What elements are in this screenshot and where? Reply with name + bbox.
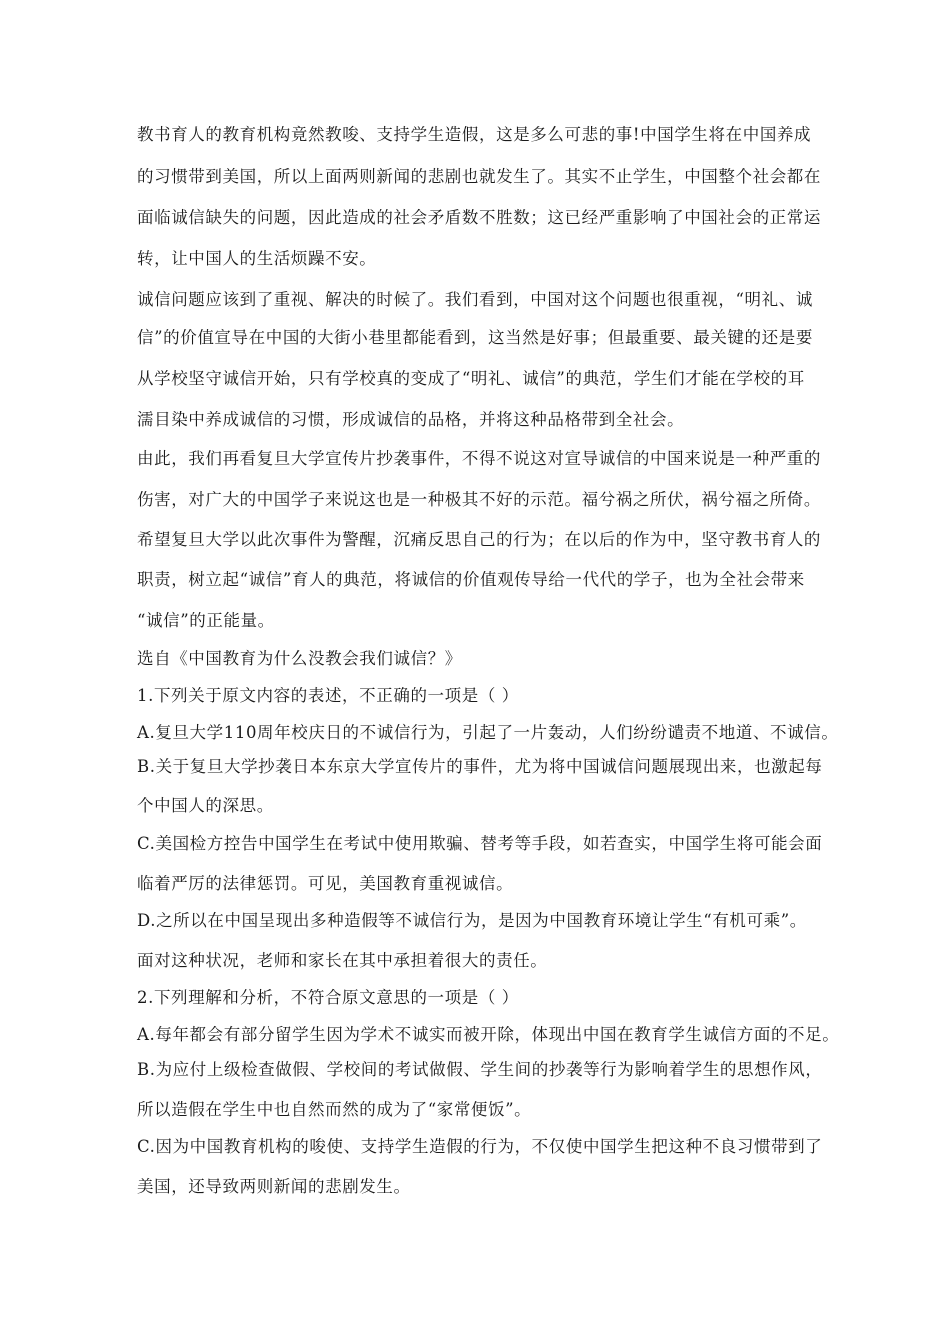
text-line: 职责，树立起“诚信”育人的典范，将诚信的价值观传导给一代代的学子，也为全社会带来 (137, 570, 805, 589)
option-1c: C.美国检方控告中国学生在考试中使用欺骗、替考等手段，如若查实，中国学生将可能会面 (137, 834, 823, 853)
option-1d: D.之所以在中国呈现出多种造假等不诚信行为，是因为中国教育环境让学生“有机可乘”。 (137, 911, 807, 930)
text-line: 濡目染中养成诚信的习惯，形成诚信的品格，并将这种品格带到全社会。 (137, 410, 685, 429)
text-line: 所以造假在学生中也自然而然的成为了“家常便饭”。 (137, 1100, 532, 1119)
source-line: 选自《中国教育为什么没教会我们诚信？》 (137, 649, 462, 668)
text-line: 伤害，对广大的中国学子来说这也是一种极其不好的示范。福兮祸之所伏，祸兮福之所倚。 (137, 490, 821, 509)
question-2: 2.下列理解和分析，不符合原文意思的一项是（ ） (137, 988, 519, 1007)
text-line: 个中国人的深思。 (137, 796, 274, 815)
text-line: “诚信”的正能量。 (137, 611, 275, 630)
text-line: 诚信问题应该到了重视、解决的时候了。我们看到，中国对这个问题也很重视，“明礼、诚 (137, 290, 813, 309)
option-2c: C.因为中国教育机构的唆使、支持学生造假的行为，不仅使中国学生把这种不良习惯带到了 (137, 1137, 823, 1156)
text-line: 信”的价值宣导在中国的大街小巷里都能看到，这当然是好事；但最重要、最关键的还是要 (137, 328, 813, 347)
option-1b: B.关于复旦大学抄袭日本东京大学宣传片的事件，尤为将中国诚信问题展现出来，也激起每 (137, 757, 823, 776)
text-line: 转，让中国人的生活烦躁不安。 (137, 249, 377, 268)
text-line: 由此，我们再看复旦大学宣传片抄袭事件，不得不说这对宣导诚信的中国来说是一种严重的 (137, 449, 821, 468)
text-line: 美国，还导致两则新闻的悲剧发生。 (137, 1177, 411, 1196)
option-1a: A.复旦大学110周年校庆日的不诚信行为，引起了一片轰动，人们纷纷谴责不地道、不诚信。 (137, 723, 839, 742)
option-2a: A.每年都会有部分留学生因为学术不诚实而被开除，体现出中国在教育学生诚信方面的不足。 (137, 1025, 840, 1044)
text-line: 临着严厉的法律惩罚。可见，美国教育重视诚信。 (137, 874, 514, 893)
text-line: 从学校坚守诚信开始，只有学校真的变成了“明礼、诚信”的典范，学生们才能在学校的耳 (137, 369, 805, 388)
option-2b: B.为应付上级检查做假、学校间的考试做假、学生间的抄袭等行为影响着学生的思想作风， (137, 1060, 823, 1079)
text-line: 面对这种状况，老师和家长在其中承担着很大的责任。 (137, 951, 548, 970)
text-line: 希望复旦大学以此次事件为警醒，沉痛反思自己的行为；在以后的作为中，坚守教书育人的 (137, 530, 821, 549)
question-1: 1.下列关于原文内容的表述，不正确的一项是（ ） (137, 686, 519, 705)
text-line: 的习惯带到美国，所以上面两则新闻的悲剧也就发生了。其实不止学生，中国整个社会都在 (137, 167, 821, 186)
text-line: 教书育人的教育机构竟然教唆、支持学生造假，这是多么可悲的事!中国学生将在中国养成 (137, 125, 812, 144)
text-line: 面临诚信缺失的问题，因此造成的社会矛盾数不胜数；这已经严重影响了中国社会的正常运 (137, 208, 821, 227)
